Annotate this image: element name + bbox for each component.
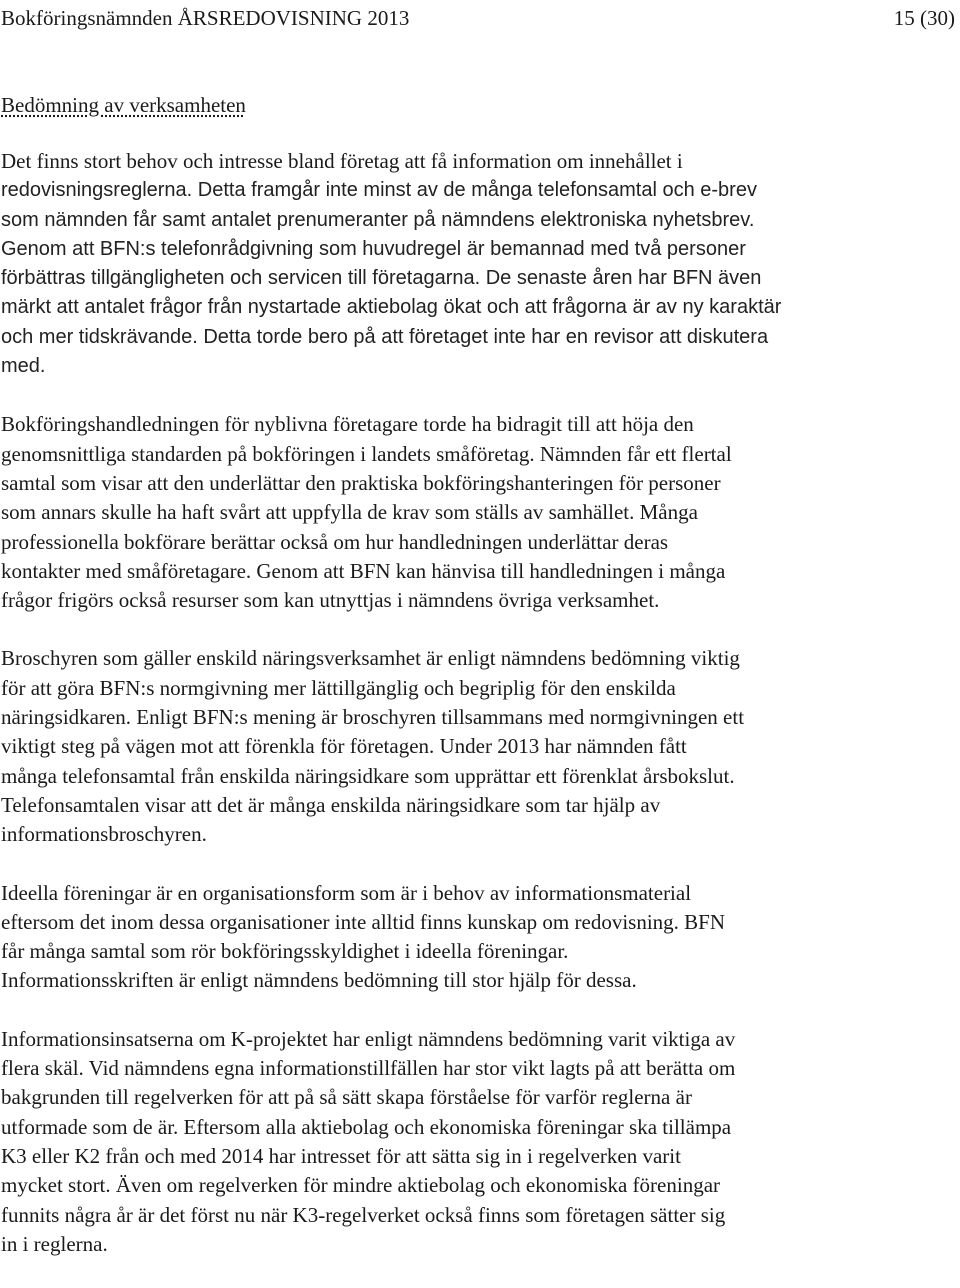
text-line: Informationsinsatserna om K-projektet har enligt nämndens bedömning varit viktiga av bbox=[1, 1026, 736, 1051]
text-line: funnits några år är det först nu när K3-regelverket också finns som företagen sätter sig bbox=[1, 1202, 726, 1227]
text-line: Telefonsamtalen visar att det är många enskilda näringsidkare som tar hjälp av bbox=[1, 792, 661, 817]
text-line: professionella bokförare berättar också om hur handledningen underlättar deras bbox=[1, 529, 669, 554]
body-text bbox=[1, 147, 959, 1288]
text-line: genomsnittliga standarden på bokföringen i landets småföretag. Nämnden får ett flertal bbox=[1, 441, 732, 466]
text-line: många telefonsamtal från enskilda näringsidkare som upprättar ett förenklat årsbokslut. bbox=[1, 763, 735, 788]
text-line: Det finns stort behov och intresse bland företag att få information om innehållet i bbox=[1, 149, 683, 173]
text-line: Bokföringshandledningen för nyblivna företagare torde ha bidragit till att höja den bbox=[1, 412, 694, 437]
text-line: Broschyren som gäller enskild näringsverksamhet är enligt nämndens bedömning viktig bbox=[1, 646, 740, 671]
text-line: Informationsskriften är enligt nämndens bedömning till stor hjälp för dessa. bbox=[1, 968, 637, 993]
text-line: näringsidkaren. Enligt BFN:s mening är broschyren tillsammans med normgivningen ett bbox=[1, 705, 745, 730]
paragraph-1 bbox=[1, 147, 959, 381]
text-line: eftersom det inom dessa organisationer inte alltid finns kunskap om redovisning. BFN bbox=[1, 909, 726, 934]
paragraph-2 bbox=[1, 410, 959, 615]
text-line: informationsbroschyren. bbox=[1, 822, 207, 847]
text-line: K3 eller K2 från och med 2014 har intresset för att sätta sig in i regelverken varit bbox=[1, 1143, 681, 1168]
text-line: viktigt steg på vägen mot att förenkla för företagen. Under 2013 har nämnden fått bbox=[1, 734, 687, 759]
text-line: bakgrunden till regelverken för att på så sätt skapa förståelse för varför reglerna är bbox=[1, 1085, 692, 1110]
text-line: mycket stort. Även om regelverken för mindre aktiebolag och ekonomiska föreningar bbox=[1, 1173, 721, 1198]
text-line: frågor frigörs också resurser som kan utnyttjas i nämndens övriga verksamhet. bbox=[1, 588, 660, 613]
text-line: samtal som visar att den underlättar den praktiska bokföringshanteringen för personer bbox=[1, 470, 721, 495]
text-line: kontakter med småföretagare. Genom att BFN kan hänvisa till handledningen i många bbox=[1, 558, 726, 583]
text-line: redovisningsreglerna. Detta framgår inte minst av de många telefonsamtal och e-brev bbox=[1, 179, 757, 202]
text-line: och mer tidskrävande. Detta torde bero på att företaget inte har en revisor att diskutera bbox=[1, 325, 769, 348]
paragraph-4 bbox=[1, 879, 959, 996]
text-line: märkt att antalet frågor från nystartade aktiebolag ökat och att frågorna är av ny karaktär bbox=[1, 296, 782, 319]
text-line: flera skäl. Vid nämndens egna informationstillfällen har stor vikt lagts på att berätta om bbox=[1, 1056, 736, 1081]
text-line: Genom att BFN:s telefonrådgivning som huvudregel är bemannad med två personer bbox=[1, 237, 746, 260]
section-heading: Bedömning av verksamheten bbox=[1, 93, 246, 117]
document-title: Bokföringsnämnden ÅRSREDOVISNING 2013 bbox=[1, 6, 410, 30]
text-line: Ideella föreningar är en organisationsform som är i behov av informationsmaterial bbox=[1, 880, 692, 905]
text-line: förbättras tillgängligheten och servicen till företagarna. De senaste åren har BFN även bbox=[1, 267, 762, 290]
paragraph-5 bbox=[1, 1025, 959, 1259]
page-number: 15 (30) bbox=[893, 6, 955, 30]
paragraph-3 bbox=[1, 644, 959, 849]
text-line: som annars skulle ha haft svårt att uppfylla de krav som ställs av samhället. Många bbox=[1, 500, 698, 525]
text-line: utformade som de är. Eftersom alla aktiebolag och ekonomiska föreningar ska tillämpa bbox=[1, 1114, 732, 1139]
text-line: som nämnden får samt antalet prenumeranter på nämndens elektroniska nyhetsbrev. bbox=[1, 208, 755, 231]
text-line: in i reglerna. bbox=[1, 1231, 108, 1256]
text-line: för att göra BFN:s normgivning mer lättillgänglig och begriplig för den enskilda bbox=[1, 675, 676, 700]
text-line: får många samtal som rör bokföringsskyldighet i ideella föreningar. bbox=[1, 939, 569, 964]
text-line: med. bbox=[1, 355, 46, 378]
